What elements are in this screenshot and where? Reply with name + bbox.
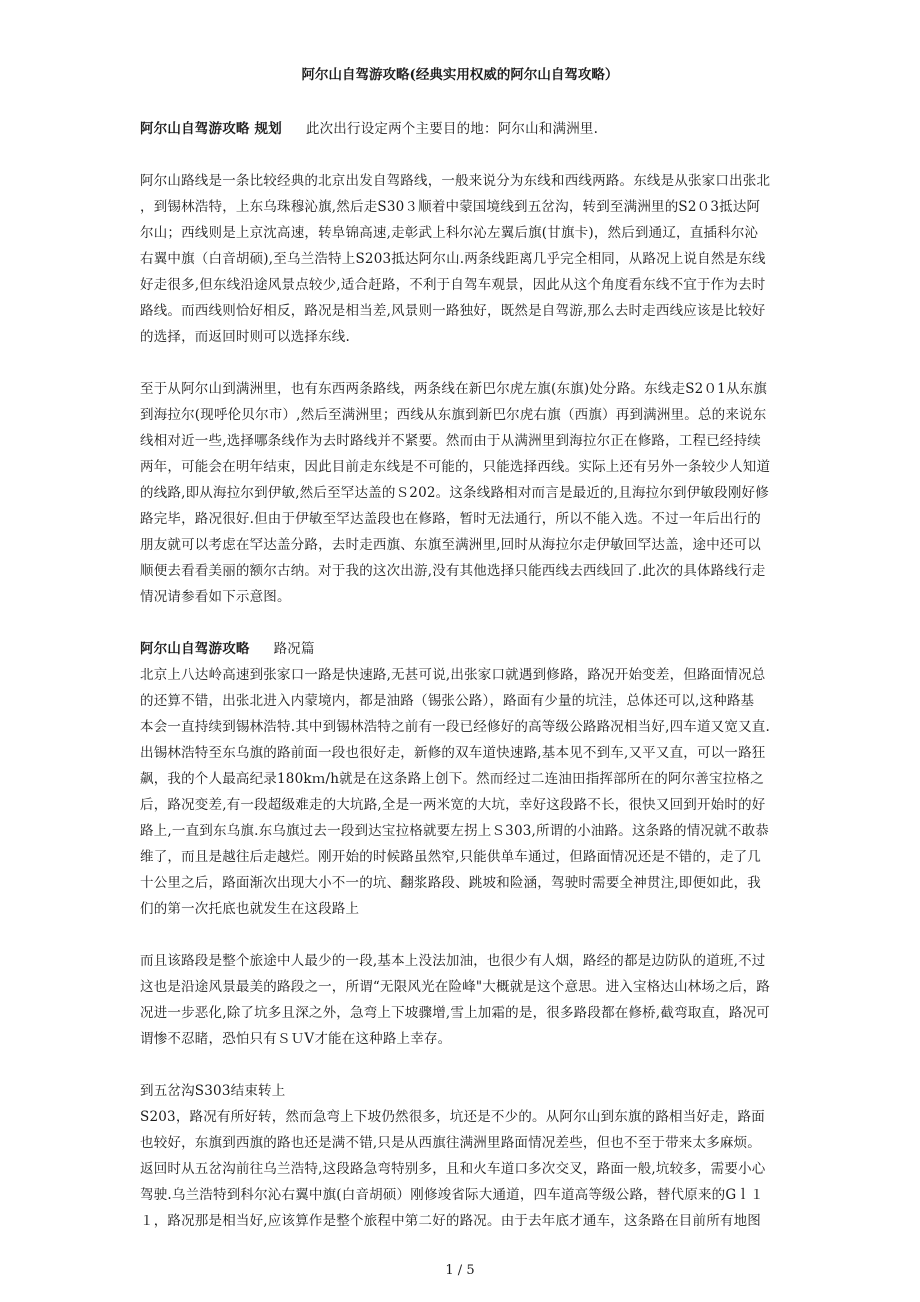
paragraph-line: 后，路况变差,有一段超级难走的大坑路,全是一两米宽的大坑，幸好这段路不长，很快又回到开始时的好 — [140, 797, 766, 813]
paragraph-line: 况进一步恶化,除了坑多且深之外，急弯上下坡骤增,雪上加霜的是，很多路段都在修桥,截弯取直，路况可 — [140, 1005, 770, 1021]
paragraph-line: 路上,一直到东乌旗.东乌旗过去一段到达宝拉格就要左拐上Ｓ303,所谓的小油路。这条路的情况就不敢恭 — [140, 823, 769, 839]
spacer — [140, 610, 780, 636]
paragraph-line: 北京上八达岭高速到张家口一路是快速路,无甚可说,出张家口就遇到修路，路况开始变差，但路面情况总 — [140, 667, 766, 683]
paragraph-line: 路完毕，路况很好.但由于伊敏至罕达盖段也在修路，暂时无法通行，所以不能入选。不过一年后出行的 — [140, 511, 761, 527]
road-paragraph-2 — [140, 948, 780, 1052]
paragraph-line: S203，路况有所好转，然而急弯上下坡仍然很多，坑还是不少的。从阿尔山到东旗的路相当好走，路面 — [140, 1109, 765, 1125]
road-subheading: 路况篇 — [273, 641, 315, 657]
document-title: 阿尔山自驾游攻略(经典实用权威的阿尔山自驾攻略） — [301, 67, 619, 83]
paragraph-line: 本会一直持续到锡林浩特.其中到锡林浩特之前有一段已经修好的高等级公路路况相当好,四车道又宽又直. — [140, 719, 770, 735]
road-heading-line — [140, 636, 780, 662]
paragraph-line: 至于从阿尔山到满洲里，也有东西两条路线，两条线在新巴尔虎左旗(东旗)处分路。东线走S2０1从东旗 — [140, 381, 768, 397]
paragraph-line: 们的第一次托底也就发生在这段路上 — [140, 901, 360, 917]
paragraph-line: 的还算不错，出张北进入内蒙境内，都是油路（锡张公路），路面有少量的坑洼，总体还可以,这种路基 — [140, 693, 755, 709]
road-heading: 阿尔山自驾游攻略 — [140, 641, 250, 657]
plan-heading: 阿尔山自驾游攻略 规划 — [140, 121, 282, 137]
routes-paragraph — [140, 168, 780, 350]
paragraph-line: 而且该路段是整个旅途中人最少的一段,基本上没法加油，也很少有人烟，路经的都是边防队的道班,不过 — [140, 953, 766, 969]
plan-heading-line — [140, 116, 780, 142]
page-number: 1 / 5 — [445, 1263, 475, 1278]
paragraph-line: 朋友就可以考虑在罕达盖分路，去时走西旗、东旗至满洲里,回时从海拉尔走伊敏回罕达盖，途中还可以 — [140, 537, 761, 553]
spacer — [140, 922, 780, 948]
paragraph-line: 维了，而且是越往后走越烂。刚开始的时候路虽然窄,只能供单车通过，但路面情况还是不错的，走了几 — [140, 849, 761, 865]
plan-intro: 此次出行设定两个主要目的地：阿尔山和满洲里. — [305, 121, 599, 137]
paragraph-line: 这也是沿途风景最美的路段之一，所谓“无限风光在险峰"大概就是这个意思。进入宝格达山林场之后，路 — [140, 979, 771, 995]
paragraph-line: 阿尔山路线是一条比较经典的北京出发自驾路线，一般来说分为东线和西线两路。东线是从张家口出张北 — [140, 173, 771, 189]
paragraph-line: ，到锡林浩特，上东乌珠穆沁旗,然后走S30３顺着中蒙国境线到五岔沟，转到至满洲里的S2０3抵达阿 — [140, 199, 761, 215]
spacer — [140, 1052, 780, 1078]
paragraph-line: 也较好，东旗到西旗的路也还是满不错,只是从西旗往满洲里路面情况差些，但也不至于带来太多麻烦。 — [140, 1135, 761, 1151]
paragraph-line: 到五岔沟S303结束转上 — [140, 1083, 286, 1099]
paragraph-line: 线相对近一些,选择哪条线作为去时路线并不紧要。然而由于从满洲里到海拉尔正在修路，工程已经持续 — [140, 433, 761, 449]
paragraph-line: 右翼中旗（白音胡硕),至乌兰浩特上S203抵达阿尔山.两条线距离几乎完全相同，从路况上说自然是东线 — [140, 251, 766, 267]
paragraph-line: 路线。而西线则恰好相反，路况是相当差,风景则一路独好，既然是自驾游,那么去时走西线应该是比较好 — [140, 303, 766, 319]
paragraph-line: 返回时从五岔沟前往乌兰浩特,这段路急弯特别多，且和火车道口多次交叉，路面一般,坑较多，需要小心 — [140, 1161, 766, 1177]
paragraph-line: 出锡林浩特至东乌旗的路前面一段也很好走，新修的双车道快速路,基本见不到车,又平又直，可以一路狂 — [140, 745, 766, 761]
paragraph-line: 驾驶.乌兰浩特到科尔沁右翼中旗(白音胡硕）刚修竣省际大通道，四车道高等级公路，替代原来的Gｌ１ — [140, 1187, 764, 1203]
paragraph-line: 两年，可能会在明年结束，因此目前走东线是不可能的，只能选择西线。实际上还有另外一条较少人知道 — [140, 459, 771, 475]
paragraph-line: 的线路,即从海拉尔到伊敏,然后至罕达盖的Ｓ202。这条线路相对而言是最近的,且海拉尔到伊敏段刚好修 — [140, 485, 769, 501]
road-paragraph-3 — [140, 1078, 780, 1234]
paragraph-line: 情况请参看如下示意图。 — [140, 589, 291, 605]
paragraph-line: 尔山；西线则是上京沈高速，转阜锦高速,走彰武上科尔沁左翼后旗(甘旗卡)，然后到通辽，直插科尔沁 — [140, 225, 759, 241]
paragraph-line: 的选择，而返回时则可以选择东线. — [140, 329, 350, 345]
paragraph-line: 飙，我的个人最高纪录180kｍ/h就是在这条路上创下。然而经过二连油田指挥部所在的阿尔善宝拉格之 — [140, 771, 764, 787]
paragraph-line: 到海拉尔(现呼伦贝尔市）,然后至满洲里；西线从东旗到新巴尔虎右旗（西旗）再到满洲里。总的来说东 — [140, 407, 767, 423]
road-paragraph-1 — [140, 662, 780, 922]
spacer — [140, 142, 780, 168]
paragraph-line: １，路况那是相当好,应该算作是整个旅程中第二好的路况。由于去年底才通车，这条路在目前所有地图 — [140, 1213, 761, 1229]
paragraph-line: 谓惨不忍睹，恐怕只有ＳＵV才能在这种路上幸存。 — [140, 1031, 452, 1047]
manzhouli-paragraph — [140, 376, 780, 610]
spacer — [140, 350, 780, 376]
paragraph-line: 顺便去看看美丽的额尔古纳。对于我的这次出游,没有其他选择只能西线去西线回了.此次的具体路线行走 — [140, 563, 766, 579]
paragraph-line: 好走很多,但东线沿途风景点较少,适合赶路，不利于自驾车观景，因此从这个角度看东线不宜于作为去时 — [140, 277, 766, 293]
paragraph-line: 十公里之后，路面渐次出现大小不一的坑、翻浆路段、跳坡和险涵，驾驶时需要全神贯注,即便如此，我 — [140, 875, 761, 891]
